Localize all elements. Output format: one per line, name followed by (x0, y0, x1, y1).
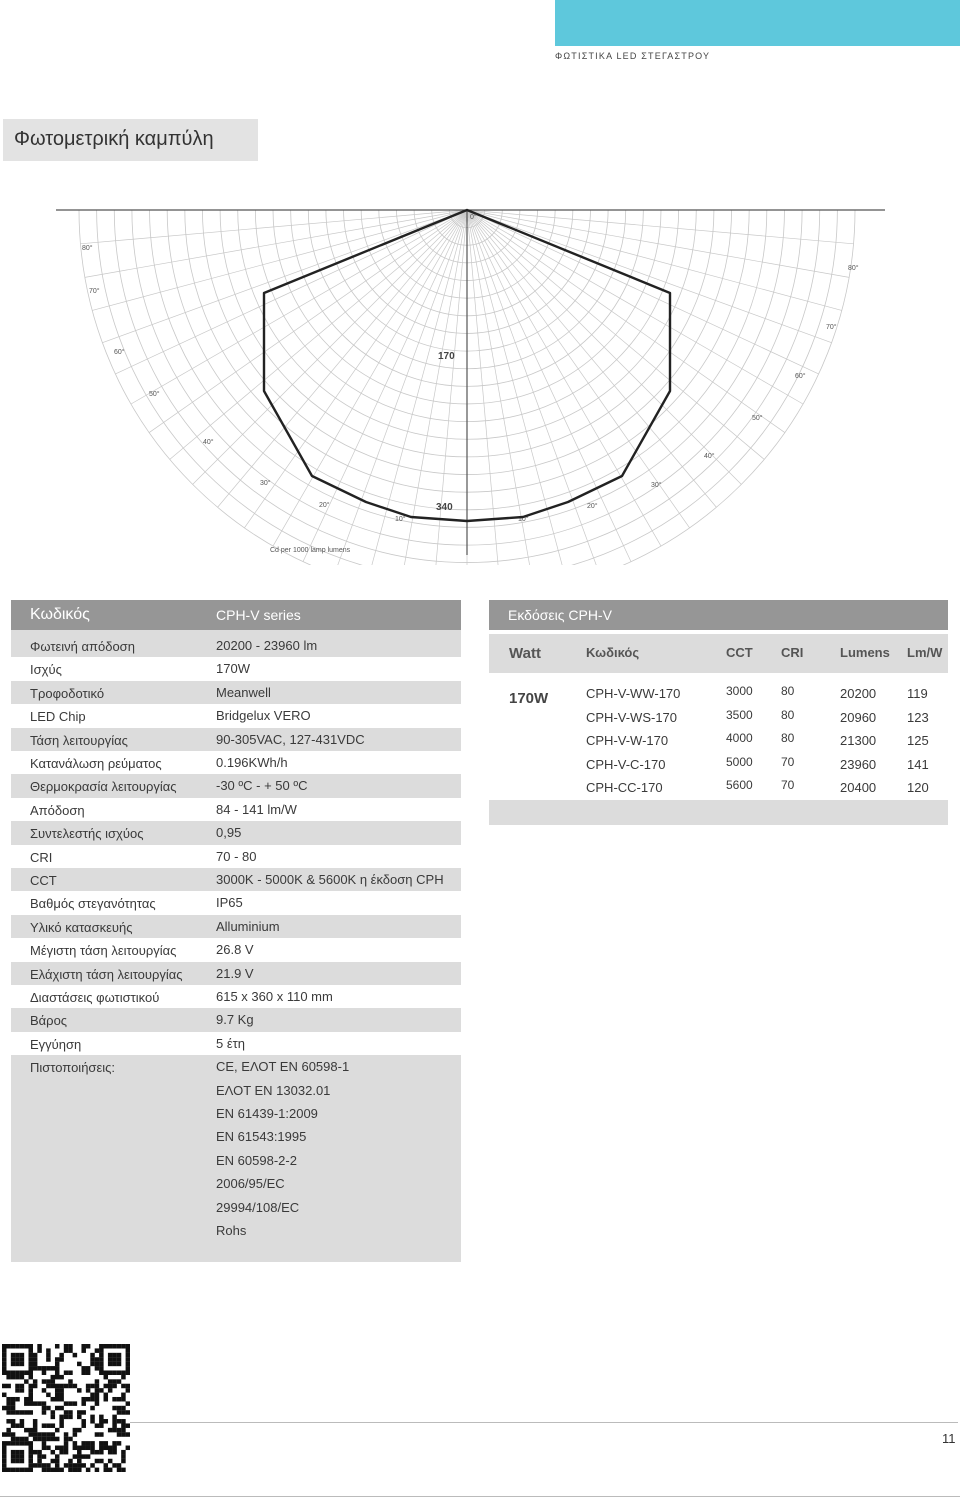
bottom-divider (0, 1496, 960, 1497)
spec-value: 0,95 (216, 825, 242, 841)
spec-row (11, 751, 461, 774)
spec-key: Συντελεστής ισχύος (30, 826, 144, 842)
spec-value: 90-305VAC, 127-431VDC (216, 731, 365, 747)
column-lumens: Lumens (840, 645, 890, 660)
angle-label-left: 60° (114, 349, 125, 356)
version-code-cell: CPH-V-WW-170 (586, 686, 681, 701)
angle-label-right: 20° (587, 503, 598, 510)
version-cri-cell: 70 (781, 778, 795, 792)
spec-key: Υλικό κατασκευής (30, 919, 133, 935)
spec-value: -30 ºC - + 50 ºC (216, 778, 308, 794)
spec-row (11, 821, 461, 844)
spec-row (11, 728, 461, 751)
angle-label-left: 20° (319, 502, 330, 509)
certification-item: EN 61439-1:2009 (216, 1106, 318, 1121)
spec-key: Φωτεινή απόδοση (30, 639, 135, 654)
ring-label-outer: 340 (436, 502, 453, 513)
spec-value: 170W (216, 661, 250, 677)
version-cct-cell: 5000 (726, 754, 753, 769)
certification-item: ΕΛΟΤ EN 13032.01 (216, 1082, 331, 1098)
version-cct-cell: 3500 (726, 707, 753, 722)
versions-table-footer (489, 800, 948, 825)
version-code-cell: CPH-CC-170 (586, 780, 663, 795)
angle-label-right: 60° (795, 373, 806, 380)
angle-label-left: 10° (395, 516, 406, 523)
spec-row (11, 1032, 461, 1055)
version-lmw-cell: 125 (907, 733, 929, 748)
column-cri: CRI (781, 645, 804, 660)
spec-key: Θερμοκρασία λειτουργίας (30, 779, 177, 795)
version-cri-cell: 70 (781, 754, 795, 769)
column-code: Κωδικός (586, 645, 640, 660)
spec-value: 615 x 360 x 110 mm (216, 989, 333, 1004)
angle-label-left: 80° (82, 245, 93, 252)
certification-item: 29994/108/EC (216, 1199, 300, 1215)
photometric-polar-diagram (0, 195, 960, 565)
version-cct-cell: 5600 (726, 778, 753, 792)
spec-row (11, 634, 461, 657)
spec-key: CCT (30, 873, 57, 888)
spec-row (11, 985, 461, 1008)
angle-label-left: 70° (89, 288, 100, 295)
version-lmw-cell: 120 (907, 780, 929, 795)
angle-label-zero: 0° (470, 214, 477, 221)
spec-value: Bridgelux VERO (216, 708, 311, 724)
angle-label-right: 30° (651, 482, 662, 489)
angle-label-left: 50° (149, 391, 160, 398)
spec-value: 20200 - 23960 lm (216, 638, 318, 653)
spec-row (11, 704, 461, 727)
version-cct-cell: 4000 (726, 731, 753, 745)
spec-value: 5 έτη (216, 1035, 246, 1051)
ring-label-inner: 170 (438, 351, 455, 362)
spec-row (11, 962, 461, 985)
versions-title: Εκδόσεις CPH-V (508, 607, 612, 623)
spec-key: Μέγιστη τάση λειτουργίας (30, 943, 177, 959)
spec-value: 9.7 Kg (216, 1012, 254, 1028)
spec-key: Ελάχιστη τάση λειτουργίας (30, 966, 183, 982)
angle-label-right: 80° (848, 265, 859, 272)
header-color-band (555, 0, 960, 46)
spec-value: 70 - 80 (216, 848, 257, 864)
spec-value: 21.9 V (216, 965, 254, 981)
spec-row (11, 915, 461, 938)
spec-value: Alluminium (216, 918, 280, 934)
spec-value: 26.8 V (216, 942, 254, 958)
angle-label-left: 40° (203, 439, 214, 446)
footer-divider (130, 1422, 958, 1423)
spec-key: Βάρος (30, 1013, 68, 1029)
page-number: 11 (942, 1431, 956, 1446)
header-category: ΦΩΤΙΣΤΙΚΑ LED ΣΤΕΓΑΣΤΡΟΥ (555, 51, 711, 61)
spec-row (11, 774, 461, 797)
spec-row (11, 657, 461, 680)
column-cct: CCT (726, 645, 753, 660)
spec-row (11, 868, 461, 891)
spec-row (11, 1008, 461, 1031)
spec-key: Τροφοδοτικό (30, 685, 105, 701)
angle-label-right: 70° (826, 324, 837, 331)
spec-value: IP65 (216, 895, 243, 911)
angle-label-right: 10° (518, 516, 529, 523)
versions-watt: 170W (509, 690, 549, 707)
units-caption: Cd per 1000 lamp lumens (270, 547, 351, 554)
version-code-cell: CPH-V-WS-170 (586, 709, 678, 725)
version-code-cell: CPH-V-C-170 (586, 756, 666, 772)
certification-item: Rohs (216, 1223, 247, 1238)
spec-row (11, 681, 461, 704)
spec-row (11, 938, 461, 961)
angle-label-right: 50° (752, 415, 763, 422)
polar-grid (56, 210, 885, 565)
column-watt: Watt (509, 645, 541, 662)
spec-value: 84 - 141 lm/W (216, 801, 297, 817)
spec-key: Πιστοποιήσεις: (30, 1060, 116, 1076)
spec-key: Απόδοση (30, 802, 85, 818)
version-cct-cell: 3000 (726, 684, 753, 698)
certification-item: EN 61543:1995 (216, 1129, 307, 1145)
certification-item: EN 60598-2-2 (216, 1152, 297, 1168)
spec-key: Ισχύς (30, 662, 62, 678)
qr-code-icon (2, 1344, 130, 1472)
spec-key: Εγγύηση (30, 1036, 82, 1052)
spec-key: Κατανάλωση ρεύματος (30, 756, 162, 771)
version-code-cell: CPH-V-W-170 (586, 733, 669, 748)
spec-key: Βαθμός στεγανότητας (30, 896, 156, 912)
spec-header-value: CPH-V series (216, 607, 301, 623)
angle-label-right: 40° (704, 453, 715, 460)
column-lmw: Lm/W (907, 645, 943, 660)
version-cri-cell: 80 (781, 731, 795, 745)
spec-key: Τάση λειτουργίας (30, 732, 128, 748)
polar-angle-labels (82, 244, 859, 523)
version-lmw-cell: 123 (907, 709, 929, 725)
spec-key: Διαστάσεις φωτιστικού (30, 990, 160, 1005)
spec-row (11, 891, 461, 914)
version-lmw-cell: 141 (907, 756, 929, 772)
version-lumens-cell: 20960 (840, 709, 877, 725)
version-lumens-cell: 20400 (840, 780, 877, 795)
spec-header-key: Κωδικός (30, 606, 90, 623)
version-cri-cell: 80 (781, 684, 795, 698)
angle-label-left: 30° (260, 480, 271, 487)
version-lmw-cell: 119 (907, 686, 928, 701)
version-cri-cell: 80 (781, 707, 795, 722)
section-title: Φωτομετρική καμπύλη (14, 128, 214, 150)
spec-row (11, 1055, 461, 1078)
version-lumens-cell: 20200 (840, 686, 877, 701)
spec-value: 0.196KWh/h (216, 755, 288, 770)
spec-row (11, 798, 461, 821)
spec-value: 3000K - 5000K & 5600K η έκδοση CPH (216, 872, 444, 887)
version-lumens-cell: 23960 (840, 756, 877, 772)
spec-key: LED Chip (30, 709, 86, 725)
spec-row (11, 845, 461, 868)
spec-key: CRI (30, 849, 53, 865)
certification-item: 2006/95/EC (216, 1176, 285, 1192)
versions-table-body (489, 676, 948, 800)
version-lumens-cell: 21300 (840, 733, 877, 748)
spec-value: Meanwell (216, 684, 271, 700)
spec-value: CE, ΕΛΟΤ ΕΝ 60598-1 (216, 1059, 350, 1075)
